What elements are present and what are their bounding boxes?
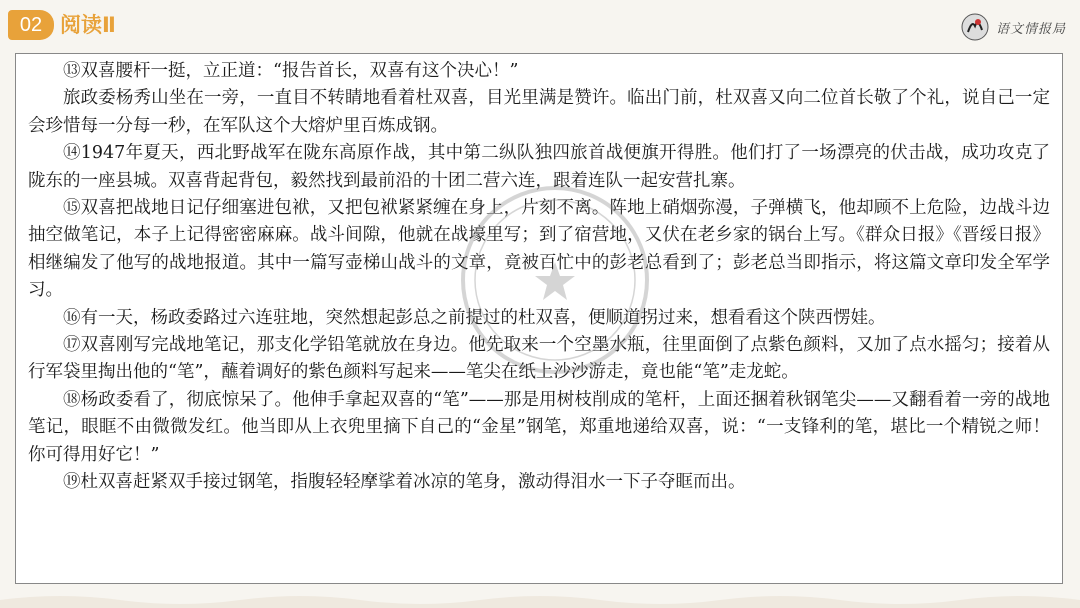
bottom-decoration: [0, 588, 1080, 608]
section-title: 阅读Ⅱ: [60, 13, 116, 37]
page-header: [0, 0, 1080, 52]
paragraph-13-continued: 旅政委杨秀山坐在一旁，一直目不转睛地看着杜双喜，目光里满是赞许。临出门前，杜双喜又向二位首长敬了个礼，说自己一定会珍惜每一分每一秒，在军队这个大熔炉里百炼成钢。: [28, 88, 1050, 136]
paragraph-17: ⑰双喜刚写完战地笔记，那支化学铅笔就放在身边。他先取来一个空墨水瓶，往里面倒了点紫色颜料，又加了点水摇匀；接着从行军袋里掏出他的“笔”，蘸着调好的紫色颜料写起来——笔尖在纸上沙沙游走，竟也能“笔”走龙蛇。: [28, 335, 1050, 383]
brand-logo-area: [960, 12, 1066, 42]
paragraph-18: ⑱杨政委看了，彻底惊呆了。他伸手拿起双喜的“笔”——那是用树枝削成的笔杆，上面还捆着秋钢笔尖——又翻看着一旁的战地笔记，眼眶不由微微发红。他当即从上衣兜里摘下自己的“金星”钢笔，郑重地递给双喜，说：“一支锋利的笔，堪比一个精锐之师！你可得用好它！”: [28, 389, 1050, 465]
paragraph-15: ⑮双喜把战地日记仔细塞进包袱，又把包袱紧紧缠在身上，片刻不离。阵地上硝烟弥漫，子弹横飞，他却顾不上危险，边战斗边抽空做笔记，本子上记得密密麻麻。战斗间隙，他就在战壕里写；到了宿营地，又伏在老乡家的锅台上写。《群众日报》《晋绥日报》相继编发了他写的战地报道。其中一篇写壶梯山战斗的文章，竟被百忙中的彭老总看到了；彭老总当即指示，将这篇文章印发全军学习。: [28, 198, 1050, 301]
paragraph-19: ⑲杜双喜赶紧双手接过钢笔，指腹轻轻摩挲着冰凉的笔身，激动得泪水一下子夺眶而出。: [63, 472, 746, 493]
brand-name: 语文情报局: [995, 21, 1066, 37]
reading-passage: [15, 53, 1063, 584]
paragraph-16: ⑯有一天，杨政委路过六连驻地，突然想起彭总之前提过的杜双喜，便顺道拐过来，想看看这个陕西愣娃。: [63, 307, 886, 328]
section-number-badge: 02: [8, 10, 54, 40]
paragraph-14: ⑭1947年夏天，西北野战军在陇东高原作战，其中第二纵队独四旅首战便旗开得胜。他们打了一场漂亮的伏击战，成功攻克了陇东的一座县城。双喜背起背包，毅然找到最前沿的十团二营六连，跟着连队一起安营扎寨。: [28, 143, 1050, 191]
brand-logo-icon: [960, 12, 990, 42]
paragraph-13: ⑬双喜腰杆一挺，立正道：“报告首长，双喜有这个决心！”: [63, 61, 519, 81]
